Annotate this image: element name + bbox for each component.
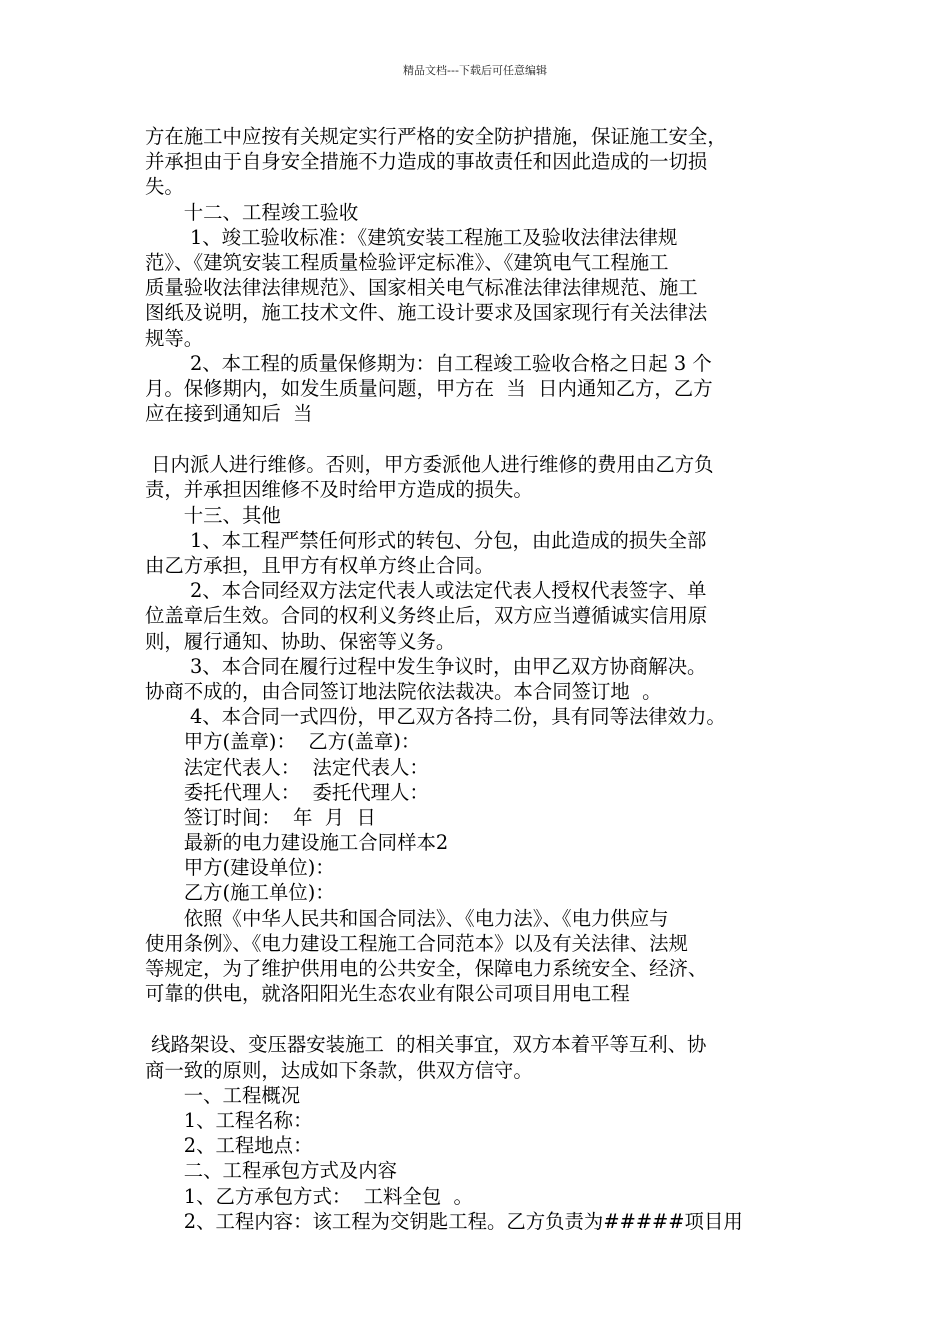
signature-line: 法定代表人： 法定代表人： <box>145 755 429 779</box>
text-line: 4、本合同一式四份，甲乙双方各持二份，具有同等法律效力。 <box>145 705 726 729</box>
text-line: 2、工程内容：该工程为交钥匙工程。乙方负责为#####项目用 <box>145 1209 743 1233</box>
text-block-3 <box>145 1032 810 1234</box>
text-line: 协商不成的，由合同签订地法院依法裁决。本合同签订地 。 <box>145 679 662 703</box>
text-block-2 <box>145 452 810 1006</box>
text-line: 2、工程地点： <box>145 1134 313 1158</box>
signature-line: 签订时间： 年 月 日 <box>145 805 376 829</box>
text-line: 商一致的原则，达成如下条款，供双方信守。 <box>145 1058 533 1082</box>
text-line: 图纸及说明，施工技术文件、施工设计要求及国家现行有关法律法 <box>145 301 708 325</box>
text-line: 方在施工中应按有关规定实行严格的安全防护措施，保证施工安全， <box>145 125 727 148</box>
paragraph-gap <box>145 426 810 452</box>
text-line: 位盖章后生效。合同的权利义务终止后，双方应当遵循诚实信用原 <box>145 604 708 628</box>
text-line: 甲方(建设单位)： <box>145 856 335 880</box>
text-line: 线路架设、变压器安装施工 的相关事宜，双方本着平等互利、协 <box>145 1033 707 1057</box>
text-line: 2、本合同经双方法定代表人或法定代表人授权代表签字、单 <box>145 579 707 603</box>
text-line: 质量验收法律法律规范》、国家相关电气标准法律法律规范、施工 <box>145 276 698 300</box>
text-line: 1、工程名称： <box>145 1108 313 1132</box>
text-line: 责，并承担因维修不及时给甲方造成的损失。 <box>145 478 533 502</box>
text-line: 日内派人进行维修。否则，甲方委派他人进行维修的费用由乙方负 <box>145 453 714 477</box>
text-line: 等规定，为了维护供用电的公共安全，保障电力系统安全、经济、 <box>145 957 708 980</box>
text-line: 可靠的供电，就洛阳阳光生态农业有限公司项目用电工程 <box>145 982 630 1006</box>
text-line: 则，履行通知、协助、保密等义务。 <box>145 629 456 653</box>
section-heading-13: 十三、其他 <box>145 503 281 527</box>
page-header: 精品文档---下载后可任意编辑 <box>403 64 547 77</box>
signature-line: 甲方(盖章)： 乙方(盖章)： <box>145 730 421 754</box>
text-line: 1、本工程严禁任何形式的转包、分包，由此造成的损失全部 <box>145 528 707 552</box>
section-heading-1: 一、工程概况 <box>145 1083 301 1107</box>
text-line: 规等。 <box>145 326 204 350</box>
text-line: 由乙方承担，且甲方有权单方终止合同。 <box>145 554 495 577</box>
text-line: 月。保修期内，如发生质量问题，甲方在 当 日内通知乙方，乙方 <box>145 376 713 400</box>
text-block-1 <box>145 124 810 426</box>
document-subtitle: 最新的电力建设施工合同样本2 <box>145 831 449 855</box>
text-line: 2、本工程的质量保修期为：自工程竣工验收合格之日起 3 个 <box>145 351 712 375</box>
text-line: 乙方(施工单位)： <box>145 881 335 905</box>
text-line: 使用条例》、《电力建设工程施工合同范本》以及有关法律、法规 <box>145 931 688 955</box>
section-heading-12: 十二、工程竣工验收 <box>145 200 359 224</box>
text-line: 1、乙方承包方式： 工料全包 。 <box>145 1184 473 1208</box>
text-line: 并承担由于自身安全措施不力造成的事故责任和因此造成的一切损 <box>145 150 708 174</box>
section-heading-2: 二、工程承包方式及内容 <box>145 1159 398 1183</box>
signature-line: 委托代理人： 委托代理人： <box>145 780 429 804</box>
paragraph-gap <box>145 1006 810 1032</box>
text-line: 失。 <box>145 175 184 199</box>
text-line: 1、竣工验收标准：《建筑安装工程施工及验收法律法律规 <box>145 225 678 249</box>
text-line: 范》、《建筑安装工程质量检验评定标准》、《建筑电气工程施工 <box>145 250 669 274</box>
text-line: 应在接到通知后 当 <box>145 402 313 426</box>
document-body <box>145 124 810 1234</box>
text-line: 依照《中华人民共和国合同法》、《电力法》、《电力供应与 <box>145 906 669 930</box>
text-line: 3、本合同在履行过程中发生争议时，由甲乙双方协商解决。 <box>145 654 707 678</box>
